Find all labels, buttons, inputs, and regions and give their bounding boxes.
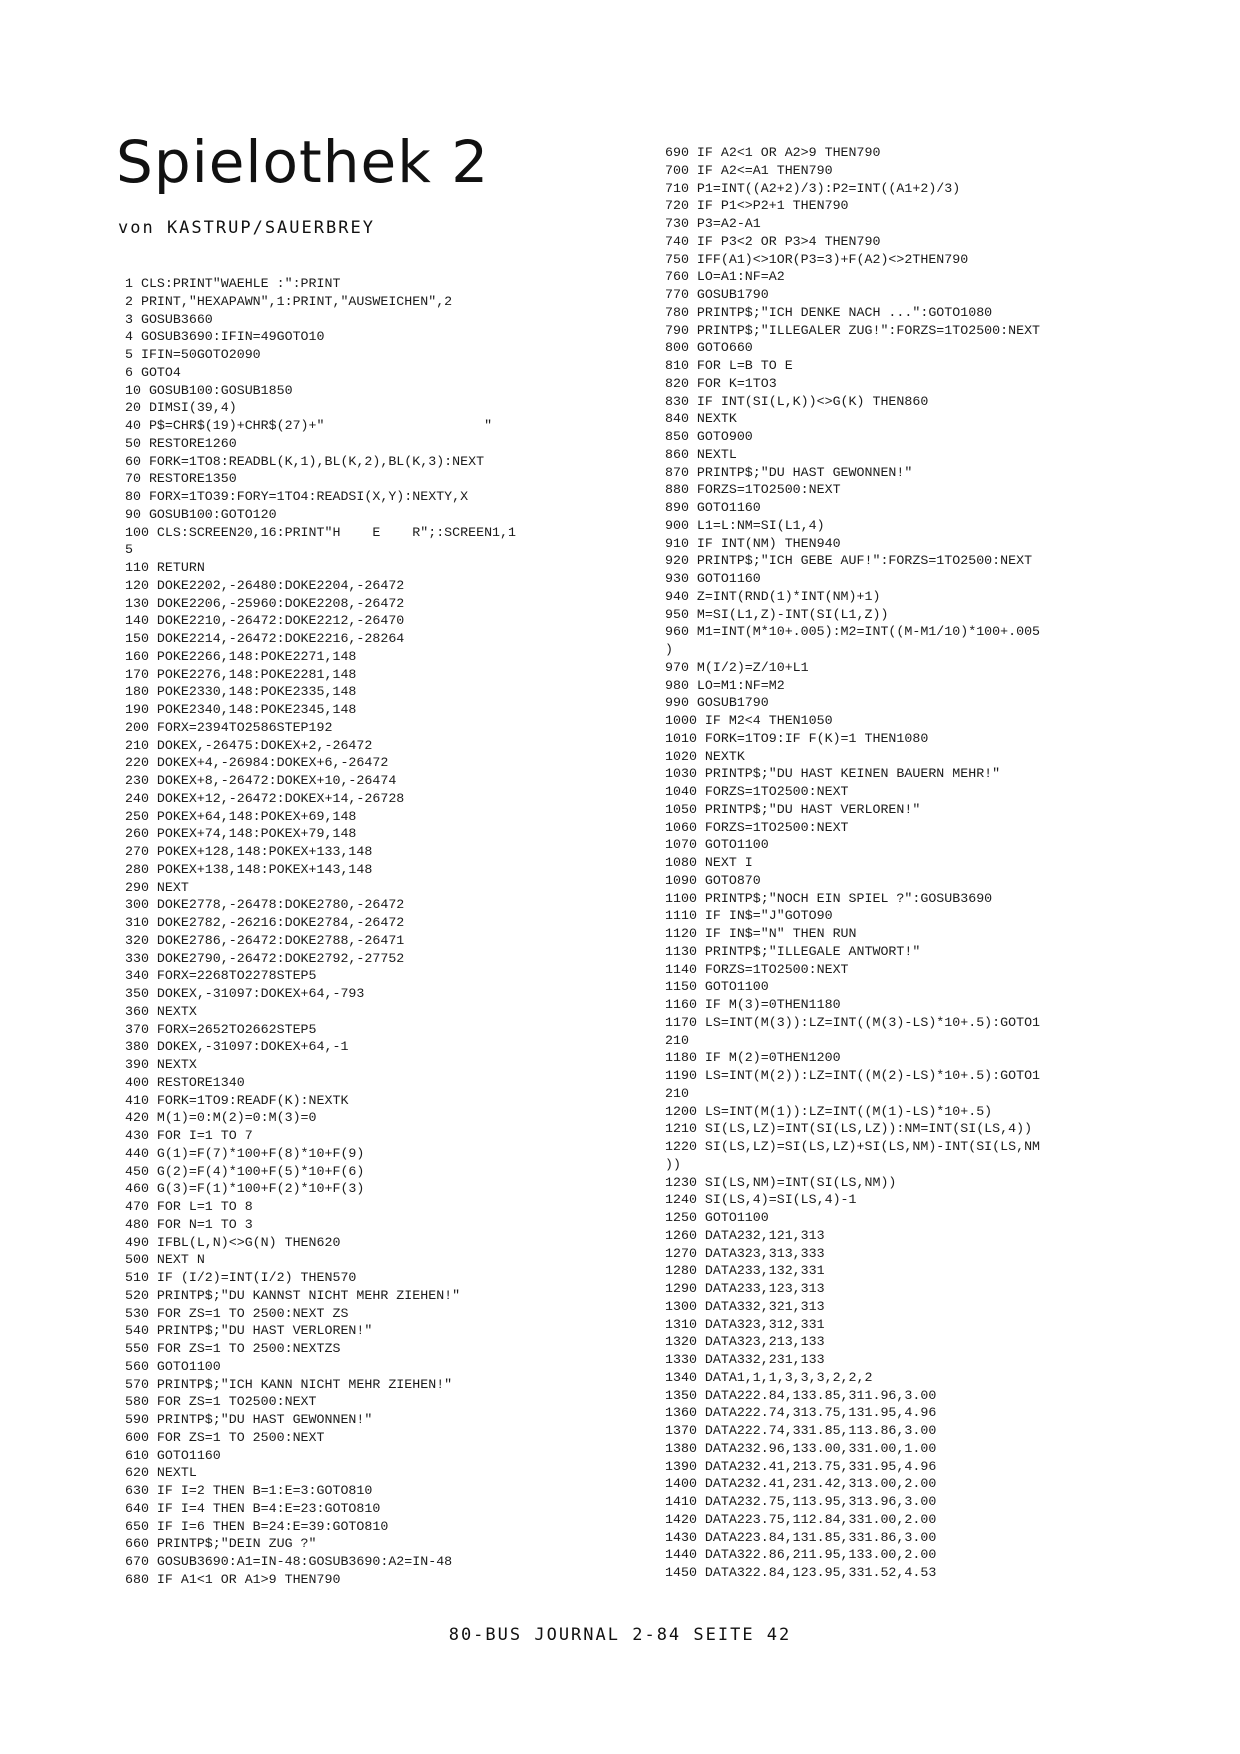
code-line: 1080 NEXT I: [665, 855, 753, 870]
code-line: 390 NEXTX: [125, 1057, 197, 1072]
code-line: 1240 SI(LS,4)=SI(LS,4)-1: [665, 1192, 857, 1208]
code-line: 320 DOKE2786,-26472:DOKE2788,-26471: [125, 932, 405, 948]
code-line: 730 P3=A2-A1: [665, 216, 761, 231]
code-line: 50 RESTORE1260: [125, 435, 237, 451]
code-line: 1250 GOTO1100: [665, 1210, 769, 1225]
code-line: 1130 PRINTP$;"ILLEGALE ANTWORT!": [665, 943, 921, 959]
code-line: 830 IF INT(SI(L,K))<>G(K) THEN860: [665, 393, 929, 409]
code-line: 1410 DATA232.75,113.95,313.96,3.00: [665, 1494, 937, 1509]
code-line: 1010 FORK=1TO9:IF F(K)=1 THEN1080: [665, 730, 929, 746]
code-line: 950 M=SI(L1,Z)-INT(SI(L1,Z)): [665, 606, 889, 622]
code-line: 1220 SI(LS,LZ)=SI(LS,LZ)+SI(LS,NM)-INT(SI(LS,NM: [665, 1139, 1041, 1154]
code-line: 1050 PRINTP$;"DU HAST VERLOREN!": [665, 801, 921, 817]
code-line: 200 FORX=2394TO2586STEP192: [125, 719, 333, 735]
code-line: 410 FORK=1TO9:READF(K):NEXTK: [125, 1092, 349, 1108]
code-line: 690 IF A2<1 OR A2>9 THEN790: [665, 145, 881, 160]
code-line: 400 RESTORE1340: [125, 1074, 245, 1090]
code-line: 190 POKE2340,148:POKE2345,148: [125, 702, 357, 717]
code-line: )): [665, 1156, 681, 1172]
listing-right-column: [665, 144, 1040, 1582]
code-line: 1440 DATA322.86,211.95,133.00,2.00: [665, 1547, 937, 1563]
code-line: 770 GOSUB1790: [665, 287, 769, 302]
code-line: 40 P$=CHR$(19)+CHR$(27)+" ": [125, 418, 493, 433]
code-line: 360 NEXTX: [125, 1003, 197, 1019]
code-line: 1430 DATA223.84,131.85,331.86,3.00: [665, 1529, 937, 1545]
code-line: 1060 FORZS=1TO2500:NEXT: [665, 819, 849, 835]
code-line: 1110 IF IN$="J"GOTO90: [665, 908, 833, 924]
code-line: 540 PRINTP$;"DU HAST VERLOREN!": [125, 1323, 373, 1339]
article-title: Spielothek 2: [116, 128, 490, 196]
code-line: 130 DOKE2206,-25960:DOKE2208,-26472: [125, 595, 405, 611]
code-line: 260 POKEX+74,148:POKEX+79,148: [125, 826, 357, 842]
code-line: 820 FOR K=1TO3: [665, 375, 777, 391]
code-line: 180 POKE2330,148:POKE2335,148: [125, 684, 357, 700]
code-line: 1420 DATA223.75,112.84,331.00,2.00: [665, 1511, 937, 1527]
code-line: 150 DOKE2214,-26472:DOKE2216,-28264: [125, 631, 405, 646]
code-line: 1040 FORZS=1TO2500:NEXT: [665, 784, 849, 799]
code-line: 290 NEXT: [125, 879, 189, 895]
code-line: 70 RESTORE1350: [125, 471, 237, 487]
code-line: 840 NEXTK: [665, 411, 737, 427]
code-line: 5: [125, 542, 133, 558]
code-line: 790 PRINTP$;"ILLEGALER ZUG!":FORZS=1TO2500:NEXT: [665, 322, 1041, 338]
code-line: 800 GOTO660: [665, 340, 753, 356]
code-line: 1270 DATA323,313,333: [665, 1245, 825, 1261]
code-line: 700 IF A2<=A1 THEN790: [665, 162, 833, 178]
code-line: 750 IFF(A1)<>1OR(P3=3)+F(A2)<>2THEN790: [665, 251, 969, 267]
code-line: 1350 DATA222.84,133.85,311.96,3.00: [665, 1387, 937, 1403]
code-line: 350 DOKEX,-31097:DOKEX+64,-793: [125, 986, 365, 1001]
code-line: 1390 DATA232.41,213.75,331.95,4.96: [665, 1458, 937, 1474]
code-line: 370 FORX=2652TO2662STEP5: [125, 1021, 317, 1037]
code-line: 100 CLS:SCREEN20,16:PRINT"H E R";:SCREEN1,1: [125, 524, 516, 540]
code-line: 1140 FORZS=1TO2500:NEXT: [665, 961, 849, 977]
code-line: 560 GOTO1100: [125, 1358, 221, 1374]
code-line: 860 NEXTL: [665, 446, 737, 462]
code-line: 120 DOKE2202,-26480:DOKE2204,-26472: [125, 577, 405, 593]
code-line: 5 IFIN=50GOTO2090: [125, 347, 261, 362]
code-line: 140 DOKE2210,-26472:DOKE2212,-26470: [125, 613, 405, 629]
code-line: ): [665, 642, 673, 657]
code-line: 630 IF I=2 THEN B=1:E=3:GOTO810: [125, 1483, 373, 1498]
code-line: 1320 DATA323,213,133: [665, 1334, 825, 1350]
code-line: 340 FORX=2268TO2278STEP5: [125, 968, 317, 984]
code-line: 1260 DATA232,121,313: [665, 1227, 825, 1243]
code-line: 90 GOSUB100:GOTO120: [125, 506, 277, 522]
code-line: 1 CLS:PRINT"WAEHLE :":PRINT: [125, 276, 341, 291]
code-line: 450 G(2)=F(4)*100+F(5)*10+F(6): [125, 1163, 365, 1179]
code-line: 740 IF P3<2 OR P3>4 THEN790: [665, 233, 881, 249]
code-line: 1300 DATA332,321,313: [665, 1298, 825, 1314]
code-line: 1210 SI(LS,LZ)=INT(SI(LS,LZ)):NM=INT(SI(LS,4)): [665, 1121, 1033, 1137]
code-line: 430 FOR I=1 TO 7: [125, 1128, 253, 1143]
code-line: 910 IF INT(NM) THEN940: [665, 535, 841, 551]
code-line: 310 DOKE2782,-26216:DOKE2784,-26472: [125, 915, 405, 930]
code-line: 520 PRINTP$;"DU KANNST NICHT MEHR ZIEHEN!": [125, 1287, 461, 1303]
code-line: 160 POKE2266,148:POKE2271,148: [125, 648, 357, 664]
page-footer: 80-BUS JOURNAL 2-84 SEITE 42: [448, 1625, 792, 1645]
code-line: 850 GOTO900: [665, 429, 753, 444]
code-line: 1400 DATA232.41,231.42,313.00,2.00: [665, 1476, 937, 1492]
code-line: 1000 IF M2<4 THEN1050: [665, 713, 833, 728]
code-line: 650 IF I=6 THEN B=24:E=39:GOTO810: [125, 1518, 389, 1534]
code-line: 1330 DATA332,231,133: [665, 1352, 825, 1367]
code-line: 580 FOR ZS=1 TO2500:NEXT: [125, 1394, 317, 1410]
code-line: 380 DOKEX,-31097:DOKEX+64,-1: [125, 1039, 349, 1055]
code-line: 1280 DATA233,132,331: [665, 1263, 825, 1279]
code-line: 980 LO=M1:NF=M2: [665, 677, 785, 693]
code-line: 280 POKEX+138,148:POKEX+143,148: [125, 861, 373, 877]
code-line: 500 NEXT N: [125, 1252, 205, 1268]
code-line: 6 GOTO4: [125, 364, 181, 380]
article-author: von KASTRUP/SAUERBREY: [118, 218, 375, 238]
listing-left-column: [125, 275, 516, 1589]
code-line: 1090 GOTO870: [665, 872, 761, 888]
code-line: 170 POKE2276,148:POKE2281,148: [125, 666, 357, 682]
code-line: 1170 LS=INT(M(3)):LZ=INT((M(3)-LS)*10+.5):GOTO1: [665, 1014, 1041, 1030]
code-line: 210 DOKEX,-26475:DOKEX+2,-26472: [125, 737, 373, 753]
code-line: 570 PRINTP$;"ICH KANN NICHT MEHR ZIEHEN!": [125, 1376, 453, 1392]
code-line: 660 PRINTP$;"DEIN ZUG ?": [125, 1536, 317, 1552]
code-line: 530 FOR ZS=1 TO 2500:NEXT ZS: [125, 1305, 349, 1321]
code-line: 930 GOTO1160: [665, 571, 761, 586]
code-line: 670 GOSUB3690:A1=IN-48:GOSUB3690:A2=IN-48: [125, 1554, 453, 1569]
code-line: 460 G(3)=F(1)*100+F(2)*10+F(3): [125, 1181, 365, 1197]
code-line: 490 IFBL(L,N)<>G(N) THEN620: [125, 1234, 341, 1250]
code-line: 960 M1=INT(M*10+.005):M2=INT((M-M1/10)*100+.005: [665, 624, 1041, 640]
code-line: 640 IF I=4 THEN B=4:E=23:GOTO810: [125, 1500, 381, 1516]
code-line: 720 IF P1<>P2+1 THEN790: [665, 198, 849, 214]
code-line: 900 L1=L:NM=SI(L1,4): [665, 517, 825, 533]
code-line: 110 RETURN: [125, 560, 205, 575]
code-line: 1150 GOTO1100: [665, 979, 769, 995]
code-line: 870 PRINTP$;"DU HAST GEWONNEN!": [665, 464, 913, 480]
code-line: 1450 DATA322.84,123.95,331.52,4.53: [665, 1565, 937, 1580]
code-line: 760 LO=A1:NF=A2: [665, 269, 785, 285]
code-line: 60 FORK=1TO8:READBL(K,1),BL(K,2),BL(K,3):NEXT: [125, 453, 485, 469]
code-line: 990 GOSUB1790: [665, 695, 769, 711]
code-line: 610 GOTO1160: [125, 1447, 221, 1463]
code-line: 330 DOKE2790,-26472:DOKE2792,-27752: [125, 950, 405, 966]
code-line: 970 M(I/2)=Z/10+L1: [665, 659, 809, 675]
code-line: 1290 DATA233,123,313: [665, 1281, 825, 1296]
code-line: 4 GOSUB3690:IFIN=49GOTO10: [125, 329, 325, 345]
code-line: 1070 GOTO1100: [665, 837, 769, 853]
code-line: 1200 LS=INT(M(1)):LZ=INT((M(1)-LS)*10+.5): [665, 1103, 993, 1119]
code-line: 480 FOR N=1 TO 3: [125, 1216, 253, 1232]
code-line: 1160 IF M(3)=0THEN1180: [665, 997, 841, 1012]
code-line: 230 DOKEX+8,-26472:DOKEX+10,-26474: [125, 773, 397, 788]
code-line: 940 Z=INT(RND(1)*INT(NM)+1): [665, 588, 881, 604]
code-line: 1100 PRINTP$;"NOCH EIN SPIEL ?":GOSUB3690: [665, 890, 993, 906]
code-line: 80 FORX=1TO39:FORY=1TO4:READSI(X,Y):NEXTY,X: [125, 489, 469, 504]
code-line: 1230 SI(LS,NM)=INT(SI(LS,NM)): [665, 1174, 897, 1190]
code-line: 1340 DATA1,1,1,3,3,3,2,2,2: [665, 1369, 873, 1385]
code-line: 1190 LS=INT(M(2)):LZ=INT((M(2)-LS)*10+.5):GOTO1: [665, 1068, 1041, 1083]
code-line: 1370 DATA222.74,331.85,113.86,3.00: [665, 1423, 937, 1438]
code-line: 250 POKEX+64,148:POKEX+69,148: [125, 808, 357, 824]
code-line: 210: [665, 1085, 689, 1101]
code-line: 470 FOR L=1 TO 8: [125, 1199, 253, 1214]
code-line: 1380 DATA232.96,133.00,331.00,1.00: [665, 1440, 937, 1456]
code-line: 600 FOR ZS=1 TO 2500:NEXT: [125, 1429, 325, 1445]
code-line: 1360 DATA222.74,313.75,131.95,4.96: [665, 1405, 937, 1421]
code-line: 3 GOSUB3660: [125, 311, 213, 327]
code-line: 2 PRINT,"HEXAPAWN",1:PRINT,"AUSWEICHEN",2: [125, 293, 453, 309]
code-line: 420 M(1)=0:M(2)=0:M(3)=0: [125, 1110, 317, 1126]
code-line: 890 GOTO1160: [665, 500, 761, 515]
code-line: 590 PRINTP$;"DU HAST GEWONNEN!": [125, 1412, 373, 1427]
code-line: 220 DOKEX+4,-26984:DOKEX+6,-26472: [125, 755, 389, 771]
code-line: 210: [665, 1032, 689, 1048]
code-line: 710 P1=INT((A2+2)/3):P2=INT((A1+2)/3): [665, 180, 961, 196]
code-line: 300 DOKE2778,-26478:DOKE2780,-26472: [125, 897, 405, 913]
code-line: 810 FOR L=B TO E: [665, 358, 793, 373]
code-line: 440 G(1)=F(7)*100+F(8)*10+F(9): [125, 1145, 365, 1161]
code-line: 240 DOKEX+12,-26472:DOKEX+14,-26728: [125, 790, 405, 806]
code-line: 1030 PRINTP$;"DU HAST KEINEN BAUERN MEHR!": [665, 766, 1001, 782]
code-line: 550 FOR ZS=1 TO 2500:NEXTZS: [125, 1341, 341, 1356]
code-line: 1020 NEXTK: [665, 748, 745, 764]
code-line: 510 IF (I/2)=INT(I/2) THEN570: [125, 1270, 357, 1285]
code-line: 1120 IF IN$="N" THEN RUN: [665, 926, 857, 941]
code-line: 10 GOSUB100:GOSUB1850: [125, 382, 293, 398]
code-line: 270 POKEX+128,148:POKEX+133,148: [125, 844, 373, 859]
code-line: 880 FORZS=1TO2500:NEXT: [665, 482, 841, 498]
code-line: 1310 DATA323,312,331: [665, 1316, 825, 1332]
code-line: 620 NEXTL: [125, 1465, 197, 1481]
code-line: 20 DIMSI(39,4): [125, 400, 237, 416]
code-line: 780 PRINTP$;"ICH DENKE NACH ...":GOTO1080: [665, 304, 993, 320]
code-line: 1180 IF M(2)=0THEN1200: [665, 1050, 841, 1066]
code-line: 680 IF A1<1 OR A1>9 THEN790: [125, 1571, 341, 1587]
code-line: 920 PRINTP$;"ICH GEBE AUF!":FORZS=1TO2500:NEXT: [665, 553, 1033, 569]
